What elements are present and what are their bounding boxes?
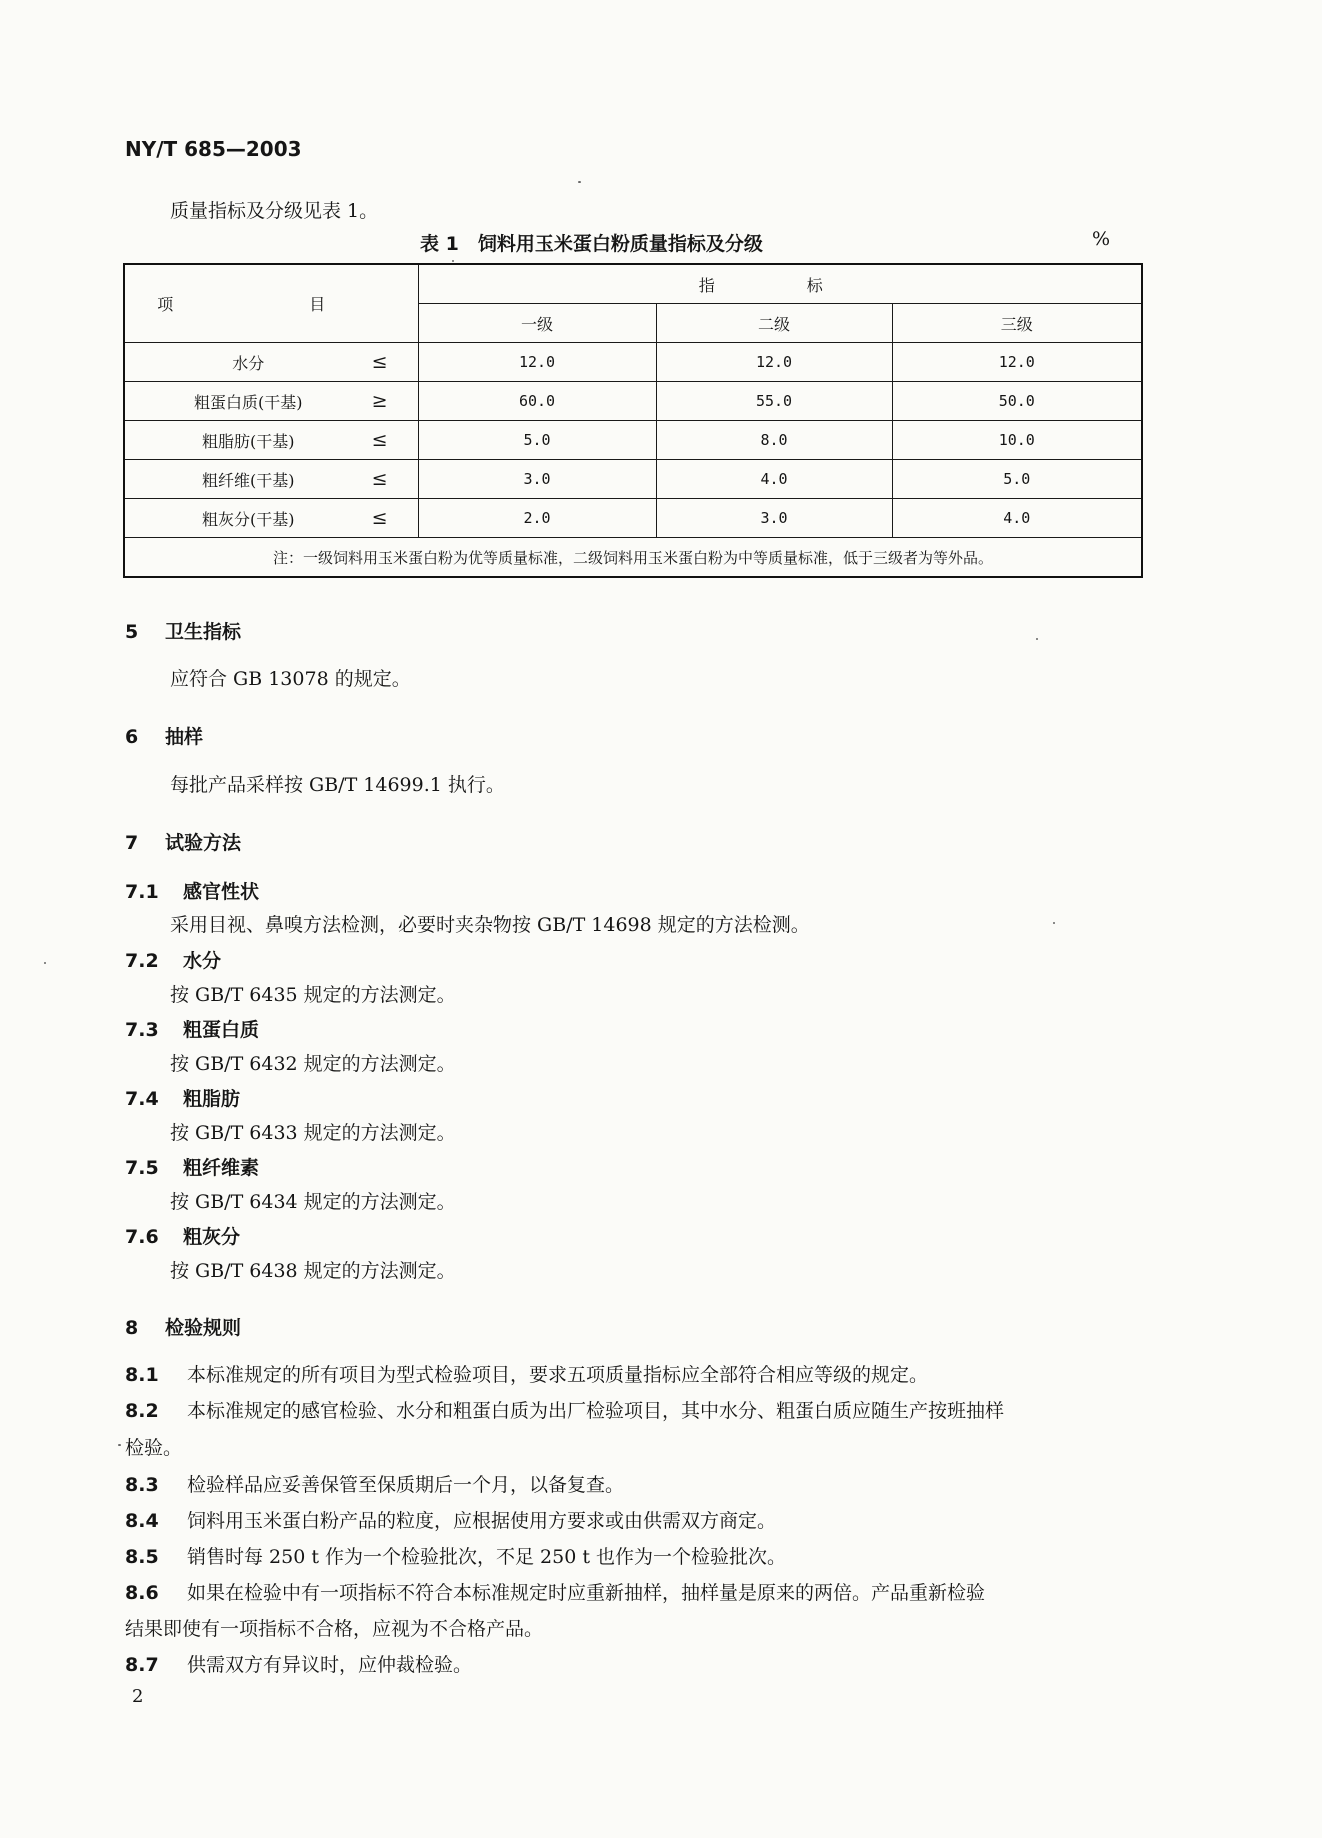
row-value: 3.0 — [418, 460, 656, 499]
clause-8-7: 8.7 供需双方有异议时，应仲裁检验。 — [125, 1654, 473, 1676]
header-item-cell: 项 目 — [124, 264, 418, 343]
table-note: 注：一级饲料用玉米蛋白粉为优等质量标准，二级饲料用玉米蛋白粉为中等质量标准，低于三级者为等外品。 — [124, 538, 1142, 578]
row-item: 粗蛋白质(干基) ≥ — [124, 382, 418, 421]
row-value: 50.0 — [892, 382, 1142, 421]
section-5-text: 应符合 GB 13078 的规定。 — [170, 668, 411, 690]
scan-speck — [1036, 638, 1038, 640]
scan-speck — [1053, 922, 1055, 924]
quality-table — [123, 263, 1141, 583]
intro-text: 质量指标及分级见表 1。 — [170, 200, 379, 222]
clause-8-6: 8.6 如果在检验中有一项指标不符合本标准规定时应重新抽样，抽样量是原来的两倍。产品重新检验 — [125, 1582, 986, 1604]
subsection-7-4-text: 按 GB/T 6433 规定的方法测定。 — [170, 1122, 456, 1144]
row-value: 5.0 — [418, 421, 656, 460]
grade-header-2: 二级 — [656, 304, 892, 343]
clause-8-1: 8.1 本标准规定的所有项目为型式检验项目，要求五项质量指标应全部符合相应等级的规定。 — [125, 1364, 929, 1386]
section-7-heading: 7 试验方法 — [125, 832, 242, 854]
row-value: 10.0 — [892, 421, 1142, 460]
clause-8-4: 8.4 饲料用玉米蛋白粉产品的粒度，应根据使用方要求或由供需双方商定。 — [125, 1510, 777, 1532]
grade-header-3: 三级 — [892, 304, 1142, 343]
section-8-heading: 8 检验规则 — [125, 1317, 242, 1339]
row-value: 12.0 — [418, 343, 656, 382]
page-number: 2 — [132, 1686, 144, 1707]
scan-speck — [44, 962, 46, 964]
table-caption: 表 1 饲料用玉米蛋白粉质量指标及分级 — [420, 233, 763, 255]
section-6-heading: 6 抽样 — [125, 726, 204, 748]
subsection-7-3-heading: 7.3 粗蛋白质 — [125, 1019, 260, 1041]
row-value: 5.0 — [892, 460, 1142, 499]
row-value: 4.0 — [656, 460, 892, 499]
table-row — [124, 343, 1142, 382]
subsection-7-3-text: 按 GB/T 6432 规定的方法测定。 — [170, 1053, 456, 1075]
table-row — [124, 460, 1142, 499]
subsection-7-5-text: 按 GB/T 6434 规定的方法测定。 — [170, 1191, 456, 1213]
row-value: 60.0 — [418, 382, 656, 421]
scan-speck — [452, 260, 454, 262]
row-item: 水分 ≤ — [124, 343, 418, 382]
clause-8-2-continued: 检验。 — [125, 1437, 183, 1459]
subsection-7-2-text: 按 GB/T 6435 规定的方法测定。 — [170, 984, 456, 1006]
clause-8-6-continued: 结果即使有一项指标不合格，应视为不合格产品。 — [125, 1618, 544, 1640]
subsection-7-5-heading: 7.5 粗纤维素 — [125, 1157, 260, 1179]
header-index-cell: 指 标 — [418, 264, 1142, 304]
table-row — [124, 421, 1142, 460]
row-value: 12.0 — [656, 343, 892, 382]
clause-8-2: 8.2 本标准规定的感官检验、水分和粗蛋白质为出厂检验项目，其中水分、粗蛋白质应随生产按班抽样 — [125, 1400, 1005, 1422]
section-5-heading: 5 卫生指标 — [125, 621, 242, 643]
subsection-7-1-text: 采用目视、鼻嗅方法检测，必要时夹杂物按 GB/T 14698 规定的方法检测。 — [170, 914, 810, 936]
scan-speck — [118, 1444, 121, 1446]
section-6-text: 每批产品采样按 GB/T 14699.1 执行。 — [170, 774, 505, 796]
subsection-7-6-text: 按 GB/T 6438 规定的方法测定。 — [170, 1260, 456, 1282]
subsection-7-6-heading: 7.6 粗灰分 — [125, 1226, 241, 1248]
table-row — [124, 382, 1142, 421]
table-unit: % — [1092, 228, 1111, 250]
row-item: 粗脂肪(干基) ≤ — [124, 421, 418, 460]
document-id: NY/T 685—2003 — [125, 137, 302, 161]
table-row — [124, 499, 1142, 538]
clause-8-3: 8.3 检验样品应妥善保管至保质期后一个月，以备复查。 — [125, 1474, 625, 1496]
subsection-7-2-heading: 7.2 水分 — [125, 950, 222, 972]
row-item: 粗灰分(干基) ≤ — [124, 499, 418, 538]
subsection-7-1-heading: 7.1 感官性状 — [125, 881, 260, 903]
row-value: 2.0 — [418, 499, 656, 538]
clause-8-5: 8.5 销售时每 250 t 作为一个检验批次，不足 250 t 也作为一个检验批次。 — [125, 1546, 787, 1568]
grade-header-1: 一级 — [418, 304, 656, 343]
row-item: 粗纤维(干基) ≤ — [124, 460, 418, 499]
row-value: 12.0 — [892, 343, 1142, 382]
row-value: 8.0 — [656, 421, 892, 460]
row-value: 3.0 — [656, 499, 892, 538]
row-value: 55.0 — [656, 382, 892, 421]
scan-speck — [578, 181, 581, 183]
subsection-7-4-heading: 7.4 粗脂肪 — [125, 1088, 241, 1110]
row-value: 4.0 — [892, 499, 1142, 538]
